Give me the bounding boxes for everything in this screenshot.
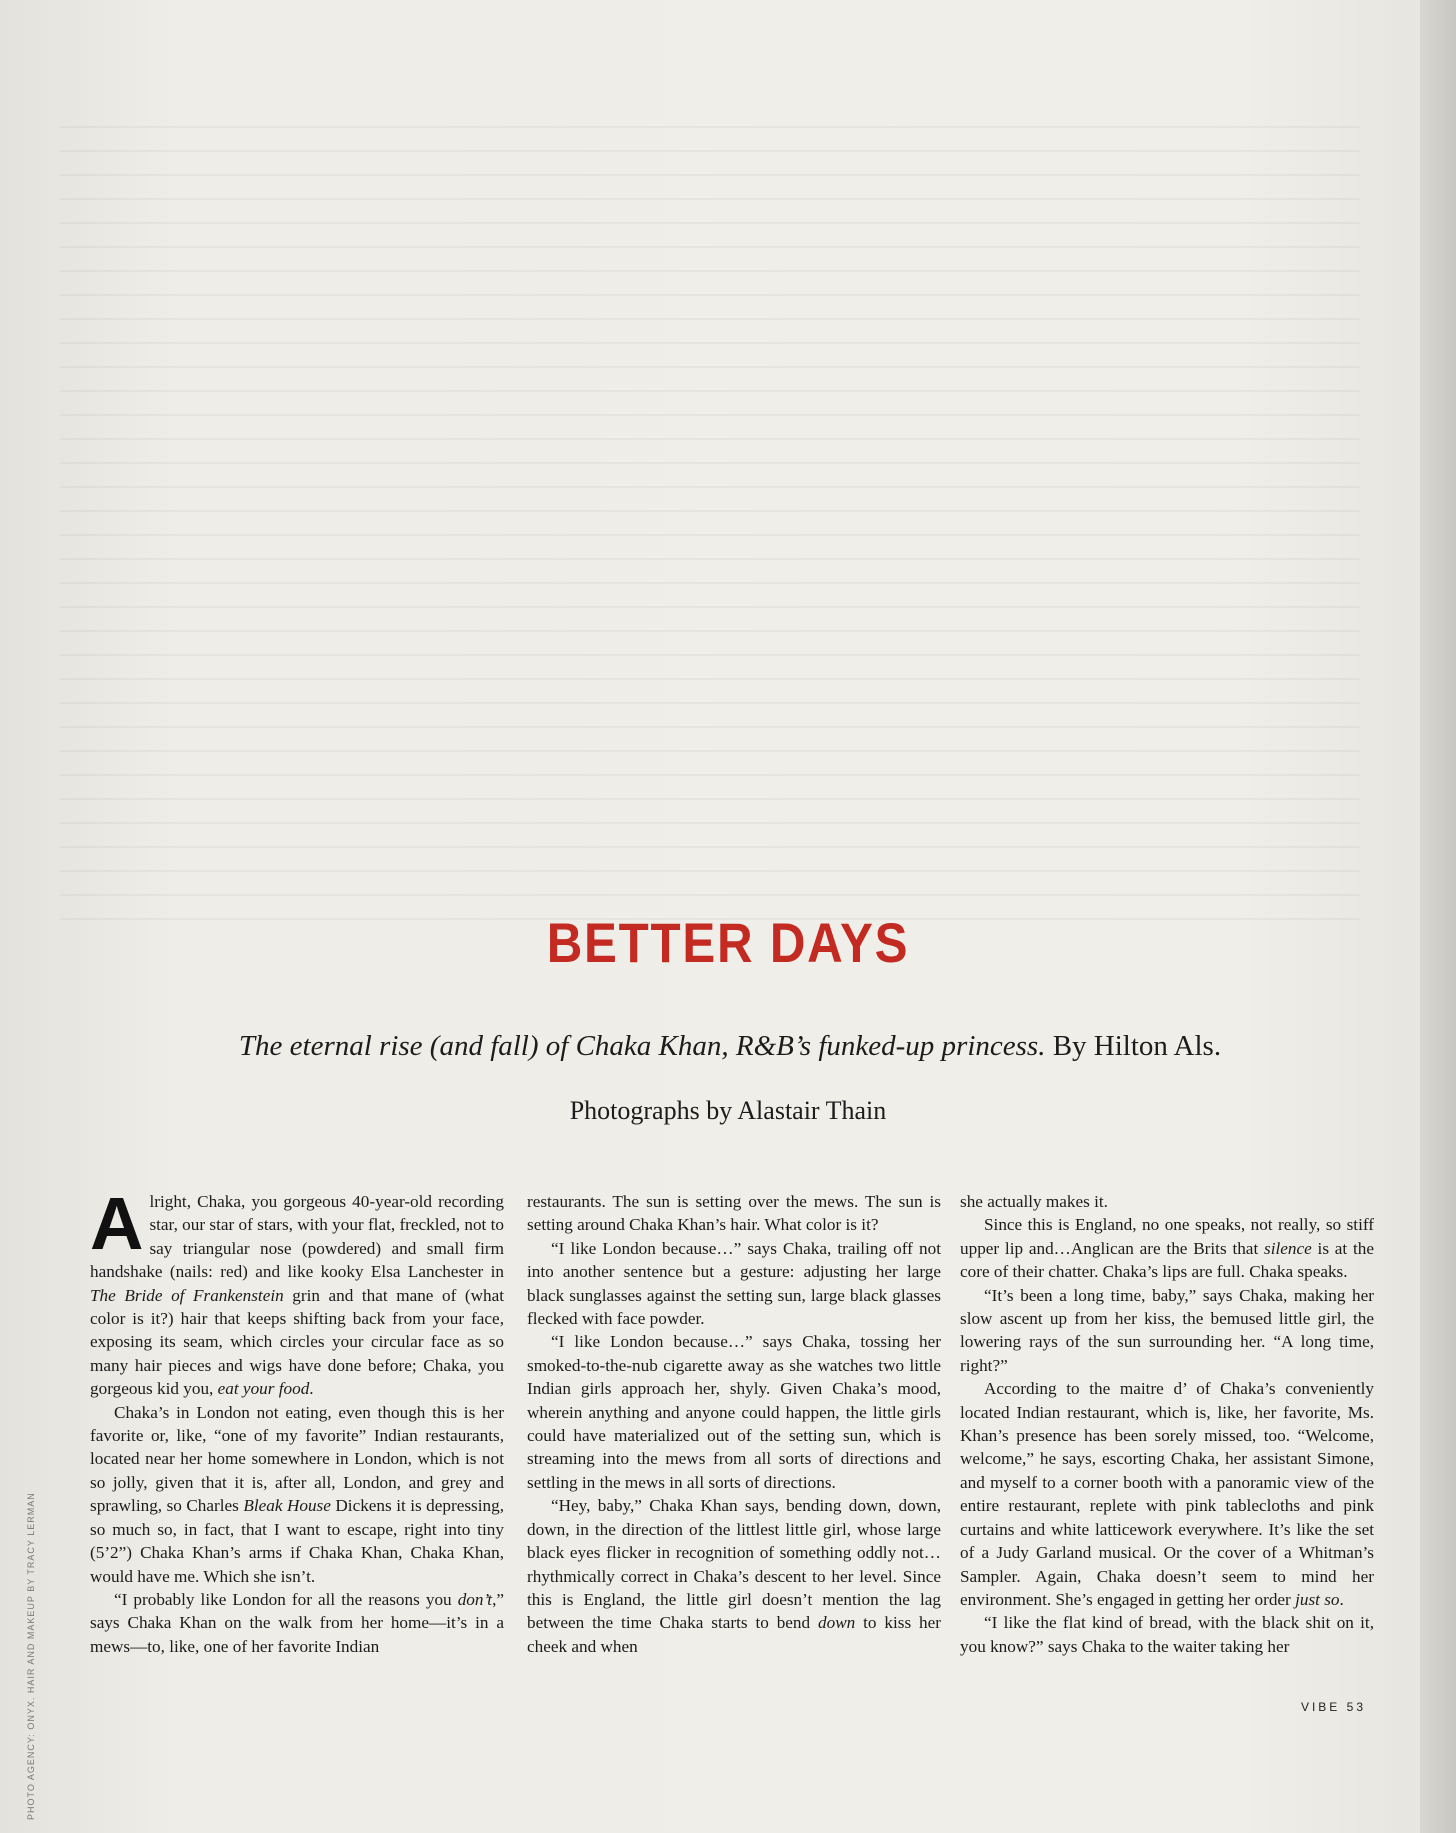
body-column-3 bbox=[960, 1190, 1374, 1658]
photo-credit: Photographs by Alastair Thain bbox=[569, 1096, 887, 1125]
page-edge bbox=[1420, 0, 1456, 1833]
folio: VIBE 53 bbox=[1300, 1700, 1366, 1714]
paragraph: “I like London because…” says Chaka, trailing off not into another sentence but a gesture: adjusting her large black sunglasses against the setting sun, large black glasses flecked with face powder. bbox=[527, 1238, 941, 1329]
paragraph: Alright, Chaka, you gorgeous 40-year-old recording star, our star of stars, with your flat, freckled, not to say triangular nose (powdered) and small firm handshake (nails: red) and like kooky Elsa Lanchester in The Bride of Frankenstein grin and that mane of (what color is it?) hair that keeps shifting back from your face, exposing its seam, which circles your circular face as so many hair pieces and wigs have done before; Chaka, you gorgeous kid you, eat your food. bbox=[90, 1182, 504, 1399]
headline: BETTER DAYS bbox=[546, 911, 910, 974]
paragraph: restaurants. The sun is setting over the mews. The sun is setting around Chaka Khan’s hair. What color is it? bbox=[527, 1192, 941, 1235]
paragraph: “Hey, baby,” Chaka Khan says, bending down, down, down, in the direction of the littlest little girl, whose large black eyes flicker in recognition of something oddly not…rhythmically correct in Chaka’s descent to her level. Since this is England, the little girl doesn’t mention the lag between the time Chaka starts to bend down to kiss her cheek and when bbox=[527, 1496, 941, 1656]
body-column-2 bbox=[527, 1190, 941, 1658]
paragraph: Chaka’s in London not eating, even though this is her favorite or, like, “one of my favorite” Indian restaurants, located near her home somewhere in London, which is not so jolly, given that it is, after all, London, and grey and sprawling, so Charles Bleak House Dickens it is depressing, so much so, in fact, that I want to escape, right into tiny (5’2”) Chaka Khan’s arms if Chaka Khan, Chaka Khan, would have me. Which she isn’t. bbox=[90, 1402, 504, 1586]
paragraph: “It’s been a long time, baby,” says Chaka, making her slow ascent up from her kiss, the bemused little girl, the lowering rays of the sun surrounding her. “A long time, right?” bbox=[960, 1285, 1374, 1375]
drop-cap: A bbox=[90, 1182, 144, 1265]
side-credit: PHOTO AGENCY: ONYX. HAIR AND MAKEUP BY TRACY LERMAN bbox=[26, 1492, 36, 1820]
dek-italic: The eternal rise (and fall) of Chaka Khan, R&B’s funked-up princess. bbox=[238, 1030, 1046, 1062]
paragraph: Since this is England, no one speaks, not really, so stiff upper lip and…Anglican are the Brits that silence is at the core of their chatter. Chaka’s lips are full. Chaka speaks. bbox=[960, 1215, 1374, 1282]
paragraph: she actually makes it. bbox=[960, 1192, 1108, 1211]
body-column-1 bbox=[90, 1182, 504, 1658]
dek bbox=[100, 1028, 1360, 1064]
paragraph: “I like London because…” says Chaka, tossing her smoked-to-the-nub cigarette away as she watches two little Indian girls approach her, shyly. Given Chaka’s mood, wherein anything and anyone could happen, the little girls could have materialized out of the setting sun, which is streaming into the mews from all sorts of directions and settling in the mews in all sorts of directions. bbox=[527, 1332, 941, 1492]
paragraph: “I like the flat kind of bread, with the black shit on it, you know?” says Chaka to the waiter taking her bbox=[960, 1613, 1374, 1656]
byline: By Hilton Als. bbox=[1052, 1030, 1222, 1062]
show-through-texture bbox=[60, 120, 1360, 920]
paragraph: “I probably like London for all the reasons you don’t,” says Chaka Khan on the walk from her home—it’s in a mews—to, like, one of her favorite Indian bbox=[90, 1589, 504, 1656]
paragraph: According to the maitre d’ of Chaka’s conveniently located Indian restaurant, which is, like, her favorite, Ms. Khan’s presence has been sorely missed, too. “Welcome, welcome,” he says, escorting Chaka, her assistant Simone, and myself to a corner booth with a panoramic view of the entire restaurant, replete with pink tablecloths and pink curtains and white latticework everywhere. It’s like the set of a Judy Garland musical. Or the cover of a Whitman’s Sampler. Again, Chaka doesn’t seem to mind her environment. She’s engaged in getting her order just so. bbox=[960, 1379, 1374, 1609]
